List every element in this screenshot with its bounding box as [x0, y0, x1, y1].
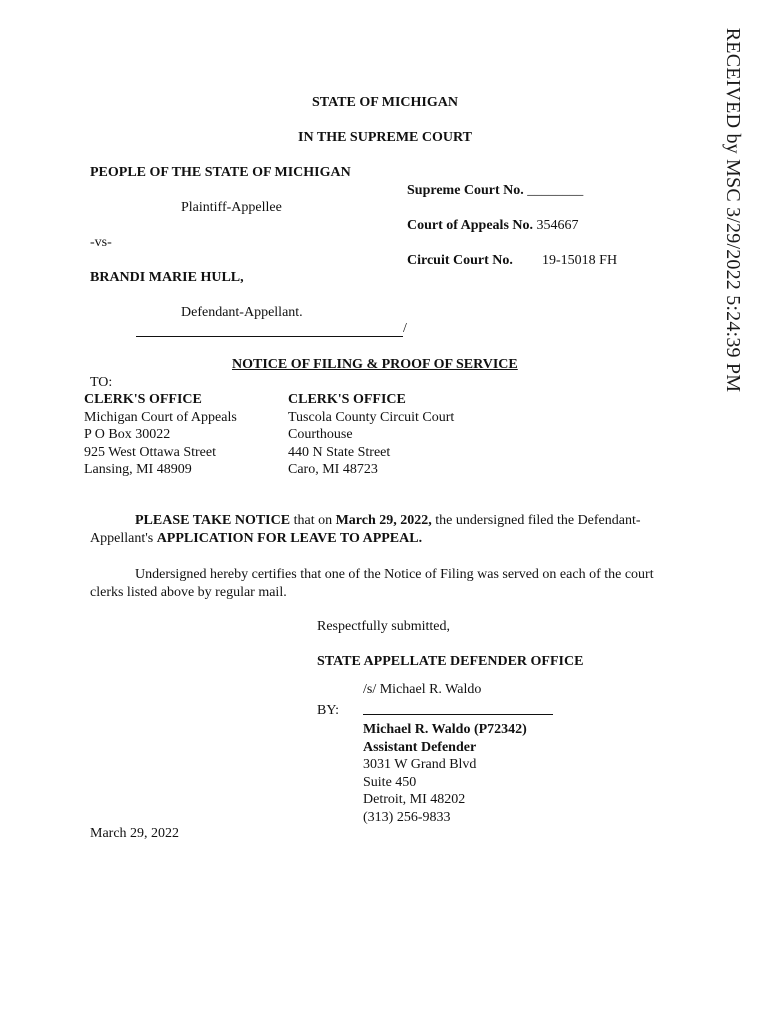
address-line: (313) 256-9833: [363, 809, 451, 825]
electronic-signature: /s/ Michael R. Waldo: [363, 682, 482, 697]
closing-text: Respectfully submitted,: [317, 619, 450, 634]
supreme-court-value: ________: [527, 183, 584, 198]
recipient-line: Courthouse: [288, 427, 353, 442]
document-date: March 29, 2022: [90, 826, 180, 841]
signer-name: Michael R. Waldo (P72342): [363, 722, 527, 737]
circuit-court-value: 19-15018 FH: [542, 253, 618, 268]
by-label: BY:: [317, 703, 340, 718]
state-heading: STATE OF MICHIGAN: [312, 95, 458, 110]
defendant-role: Defendant-Appellant.: [181, 305, 303, 320]
appeals-court-value: 354667: [536, 218, 579, 233]
recipient-line: Michigan Court of Appeals: [84, 409, 237, 425]
court-heading: IN THE SUPREME COURT: [298, 130, 472, 145]
notice-text-b: the undersigned filed the Defendant-Appellant's: [90, 513, 641, 546]
office-name: STATE APPELLATE DEFENDER OFFICE: [317, 654, 584, 669]
caption-rule: [136, 336, 403, 337]
recipient-heading: CLERK'S OFFICE: [288, 392, 406, 407]
signature-line: [363, 714, 553, 715]
versus-label: -vs-: [90, 235, 112, 250]
to-label: TO:: [90, 375, 113, 390]
supreme-court-label: Supreme Court No.: [407, 183, 524, 198]
plaintiff-name: PEOPLE OF THE STATE OF MICHIGAN: [90, 165, 351, 180]
notice-title: NOTICE OF FILING & PROOF OF SERVICE: [232, 357, 518, 372]
filing-date: March 29, 2022,: [335, 513, 432, 528]
caption-closing-mark: /: [403, 321, 407, 336]
recipient-line: 440 N State Street: [288, 444, 391, 460]
address-line: 3031 W Grand Blvd: [363, 757, 477, 772]
recipient-line: Caro, MI 48723: [288, 462, 378, 477]
appeals-court-label: Court of Appeals No.: [407, 218, 534, 233]
recipient-line: Tuscola County Circuit Court: [288, 409, 455, 425]
address-line: Suite 450: [363, 774, 417, 790]
plaintiff-role: Plaintiff-Appellee: [181, 200, 282, 215]
signer-title: Assistant Defender: [363, 739, 477, 755]
recipient-line: 925 West Ottawa Street: [84, 444, 216, 460]
recipient-block: [288, 391, 454, 479]
defendant-name: BRANDI MARIE HULL,: [90, 270, 244, 285]
recipient-line: Lansing, MI 48909: [84, 462, 192, 477]
circuit-court-label: Circuit Court No.: [407, 253, 513, 268]
appeals-court-number: [407, 217, 579, 235]
supreme-court-number: [407, 182, 583, 200]
address-line: Detroit, MI 48202: [363, 792, 466, 807]
signer-block: [363, 721, 527, 826]
recipient-line: P O Box 30022: [84, 427, 171, 442]
notice-text-a: that on: [290, 513, 336, 528]
notice-paragraph: [90, 512, 682, 548]
received-stamp: RECEIVED by MSC 3/29/2022 5:24:39 PM: [721, 27, 744, 393]
service-paragraph: Undersigned hereby certifies that one of the Notice of Filing was served on each of the court clerks listed above by regular mail.: [90, 567, 654, 600]
notice-lead: PLEASE TAKE NOTICE: [135, 513, 291, 528]
filed-document: APPLICATION FOR LEAVE TO APPEAL.: [156, 531, 423, 546]
recipient-heading: CLERK'S OFFICE: [84, 392, 202, 407]
recipient-block: [84, 391, 237, 479]
